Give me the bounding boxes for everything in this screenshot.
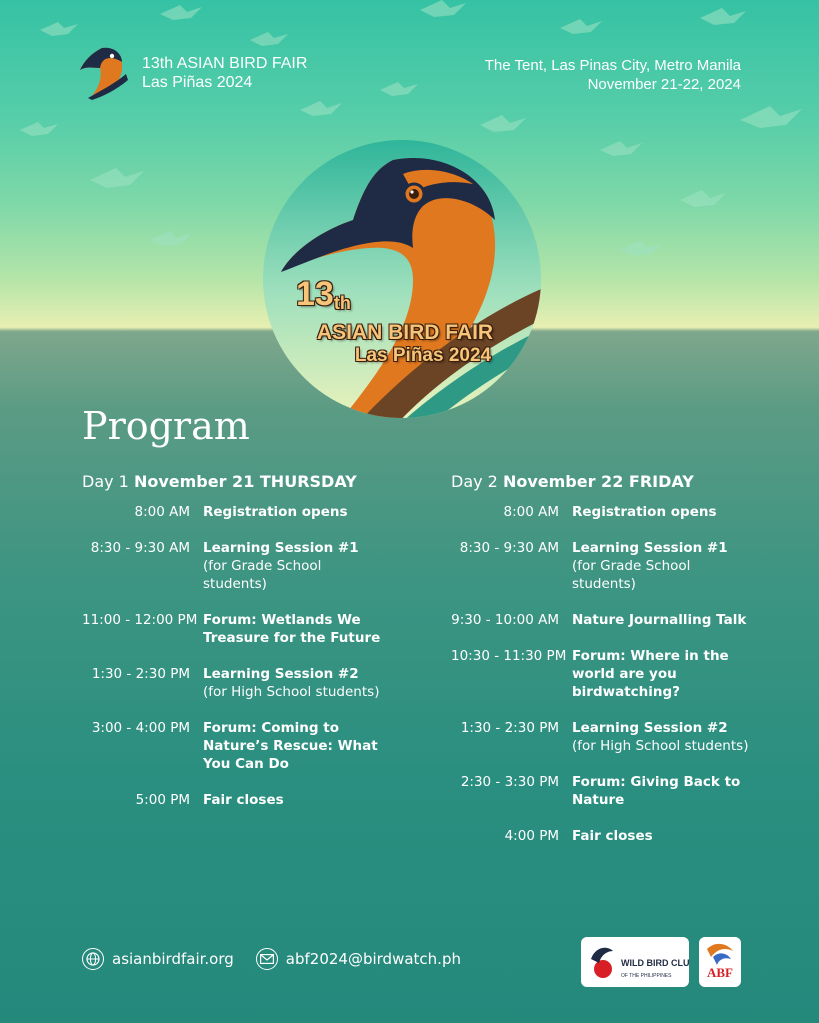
- day2-schedule: [451, 472, 781, 863]
- event-title: Learning Session #2: [203, 666, 359, 682]
- schedule-event: [572, 719, 752, 755]
- day1-date: November 21 THURSDAY: [133, 472, 357, 491]
- day2-date: November 22 FRIDAY: [502, 472, 694, 491]
- schedule-row: [451, 647, 781, 701]
- partner1-name: WILD BIRD CLUB: [621, 958, 689, 968]
- schedule-row: [82, 719, 412, 773]
- partner2-name: ABF: [707, 965, 733, 980]
- email-link[interactable]: abf2024@birdwatch.ph: [285, 950, 461, 968]
- schedule-row: [451, 827, 781, 845]
- wild-bird-club-logo: [581, 937, 689, 987]
- emblem-location: Las Piñas 2024: [354, 345, 492, 366]
- header-event-title: [142, 54, 307, 92]
- schedule-time: 10:30 - 11:30 PM: [451, 648, 567, 664]
- event-title: Registration opens: [572, 504, 717, 520]
- emblem-suffix: th: [333, 293, 351, 313]
- venue-text: The Tent, Las Pinas City, Metro Manila: [484, 57, 741, 74]
- event-subtitle: (for High School students): [572, 738, 749, 754]
- schedule-time: 11:00 - 12:00 PM: [82, 612, 198, 628]
- event-title: Forum: Coming to Nature’s Rescue: What You Can Do: [203, 720, 378, 772]
- schedule-row: [82, 665, 412, 701]
- schedule-event: [203, 611, 383, 647]
- header-venue-block: [485, 56, 741, 94]
- event-title: Learning Session #1: [572, 540, 728, 556]
- day1-label: Day 1: [82, 472, 129, 491]
- schedule-row: [82, 791, 412, 809]
- schedule-row: [451, 611, 781, 629]
- website-link[interactable]: asianbirdfair.org: [112, 950, 234, 968]
- duck-logo-icon: [78, 44, 130, 100]
- day1-schedule: [82, 472, 412, 827]
- schedule-time: 1:30 - 2:30 PM: [91, 666, 190, 682]
- schedule-row: [82, 539, 412, 593]
- schedule-event: [572, 539, 752, 593]
- footer-contacts: [82, 948, 483, 970]
- day2-heading: [451, 472, 781, 491]
- schedule-event: [572, 503, 752, 521]
- schedule-event: [203, 719, 383, 773]
- event-title: Nature Journalling Talk: [572, 612, 747, 628]
- schedule-time: 1:30 - 2:30 PM: [460, 720, 559, 736]
- globe-icon: [82, 948, 104, 970]
- day2-list: [451, 503, 781, 845]
- day1-list: [82, 503, 412, 809]
- event-dates: November 21-22, 2024: [587, 76, 741, 93]
- schedule-time: 8:00 AM: [503, 504, 559, 520]
- schedule-event: [203, 665, 383, 701]
- event-title: Fair closes: [572, 828, 653, 844]
- schedule-event: [203, 503, 383, 521]
- partner1-subtitle: OF THE PHILIPPINES: [621, 973, 672, 979]
- emblem-edition: [270, 276, 540, 321]
- schedule-time: 8:30 - 9:30 AM: [90, 540, 190, 556]
- emblem-number: 13: [296, 275, 334, 313]
- schedule-time: 8:30 - 9:30 AM: [459, 540, 559, 556]
- day2-label: Day 2: [451, 472, 498, 491]
- schedule-row: [451, 773, 781, 809]
- day1-heading: [82, 472, 412, 491]
- header-title-line2: Las Piñas 2024: [142, 74, 253, 91]
- abf-logo: [699, 937, 741, 987]
- event-subtitle: (for High School students): [203, 684, 380, 700]
- schedule-row: [82, 503, 412, 521]
- schedule-time: 8:00 AM: [134, 504, 190, 520]
- schedule-event: [572, 611, 752, 629]
- program-heading: Program: [82, 404, 250, 448]
- schedule-row: [451, 719, 781, 755]
- event-title: Forum: Wetlands We Treasure for the Future: [203, 612, 381, 646]
- mail-icon: [256, 948, 278, 970]
- schedule-time: 5:00 PM: [135, 792, 190, 808]
- schedule-row: [451, 503, 781, 521]
- event-title: Learning Session #1: [203, 540, 359, 556]
- schedule-time: 4:00 PM: [504, 828, 559, 844]
- schedule-event: [203, 791, 383, 809]
- schedule-time: 9:30 - 10:00 AM: [451, 612, 559, 628]
- schedule-row: [451, 539, 781, 593]
- event-subtitle: (for Grade School students): [203, 558, 322, 592]
- schedule-event: [572, 773, 752, 809]
- schedule-event: [572, 647, 752, 701]
- header-title-line1: 13th ASIAN BIRD FAIR: [142, 55, 308, 72]
- emblem-title: [270, 276, 540, 367]
- schedule-event: [203, 539, 383, 593]
- schedule-event: [572, 827, 752, 845]
- event-subtitle: (for Grade School students): [572, 558, 691, 592]
- event-title: Registration opens: [203, 504, 348, 520]
- event-title: Fair closes: [203, 792, 284, 808]
- event-title: Forum: Where in the world are you birdwatching?: [572, 648, 729, 700]
- schedule-time: 2:30 - 3:30 PM: [460, 774, 559, 790]
- schedule-time: 3:00 - 4:00 PM: [91, 720, 190, 736]
- schedule-row: [82, 611, 412, 647]
- emblem-name: ASIAN BIRD FAIR: [316, 321, 494, 344]
- event-title: Forum: Giving Back to Nature: [572, 774, 741, 808]
- event-title: Learning Session #2: [572, 720, 728, 736]
